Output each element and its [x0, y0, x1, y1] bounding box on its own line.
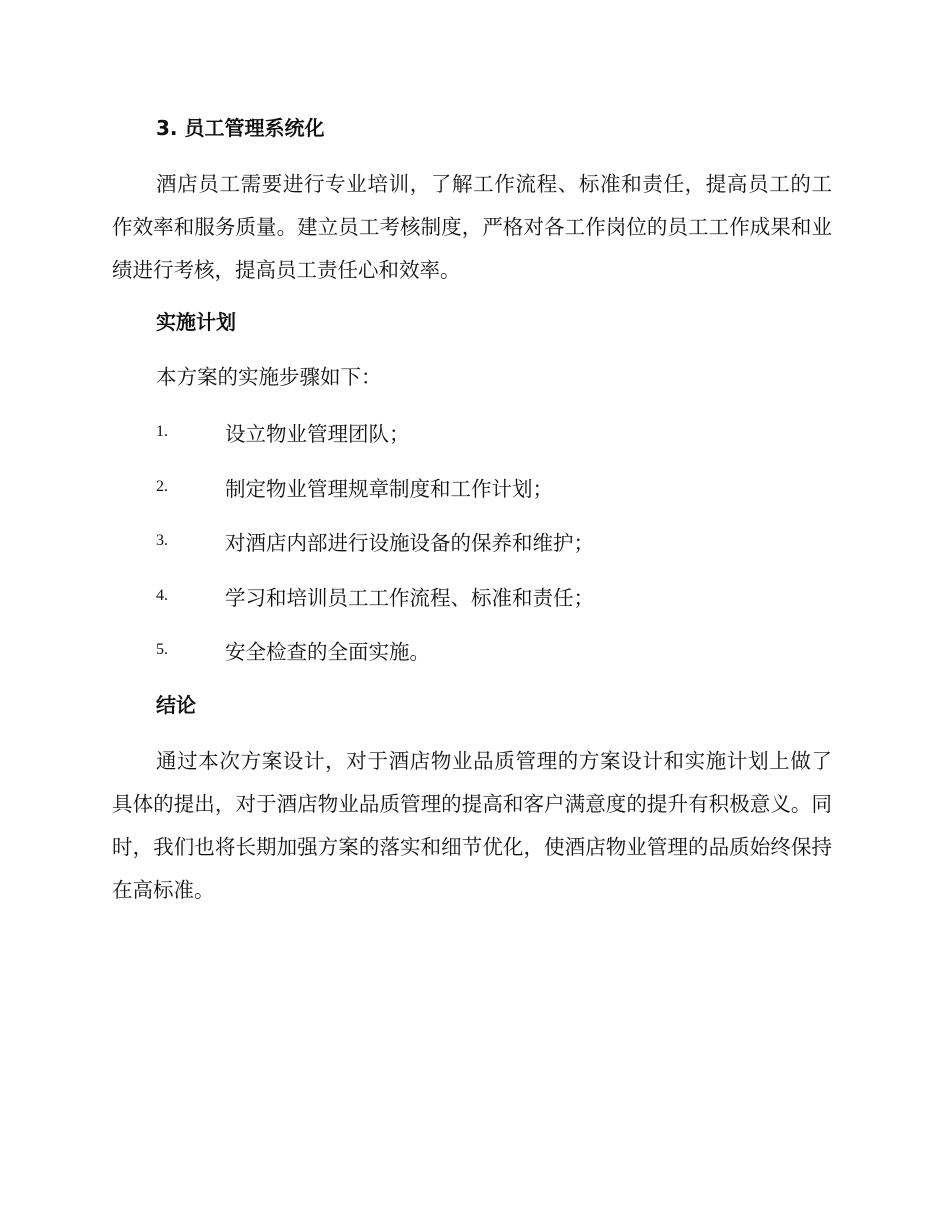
- step-text: 学习和培训员工工作流程、标准和责任；: [225, 585, 594, 610]
- step-number: 3.: [156, 532, 168, 549]
- document-body: [112, 108, 832, 922]
- implementation-intro: 本方案的实施步骤如下：: [156, 365, 382, 389]
- paragraph-staff-management: 酒店员工需要进行专业培训，了解工作流程、标准和责任，提高员工的工作效率和服务质量。建立员工考核制度，严格对各工作岗位的员工工作成果和业绩进行考核，提高员工责任心和效率。: [112, 172, 832, 282]
- list-item: [112, 576, 832, 616]
- list-item: [112, 521, 832, 561]
- implementation-steps: [112, 412, 832, 670]
- list-item: [112, 467, 832, 507]
- step-number: 1.: [156, 423, 168, 440]
- list-item: [112, 412, 832, 452]
- section-heading-conclusion: 结论: [156, 693, 196, 717]
- step-text: 对酒店内部进行设施设备的保养和维护；: [225, 531, 594, 555]
- step-number: 5.: [156, 641, 168, 658]
- section-heading-staff-management: 3. 员工管理系统化: [156, 116, 325, 140]
- section-heading-implementation-plan: 实施计划: [156, 310, 236, 334]
- step-number: 4.: [156, 586, 168, 604]
- paragraph-conclusion: 通过本次方案设计，对于酒店物业品质管理的方案设计和实施计划上做了具体的提出，对于酒店物业品质管理的提高和客户满意度的提升有积极意义。同时，我们也将长期加强方案的落实和细节优化，使酒店物业管理的品质始终保持在高标准。: [112, 749, 832, 902]
- step-text: 制定物业管理规章制度和工作计划；: [225, 476, 553, 501]
- step-number: 2.: [156, 477, 168, 495]
- step-text: 安全检查的全面实施。: [225, 640, 430, 664]
- step-text: 设立物业管理团队；: [225, 422, 410, 446]
- list-item: [112, 630, 832, 670]
